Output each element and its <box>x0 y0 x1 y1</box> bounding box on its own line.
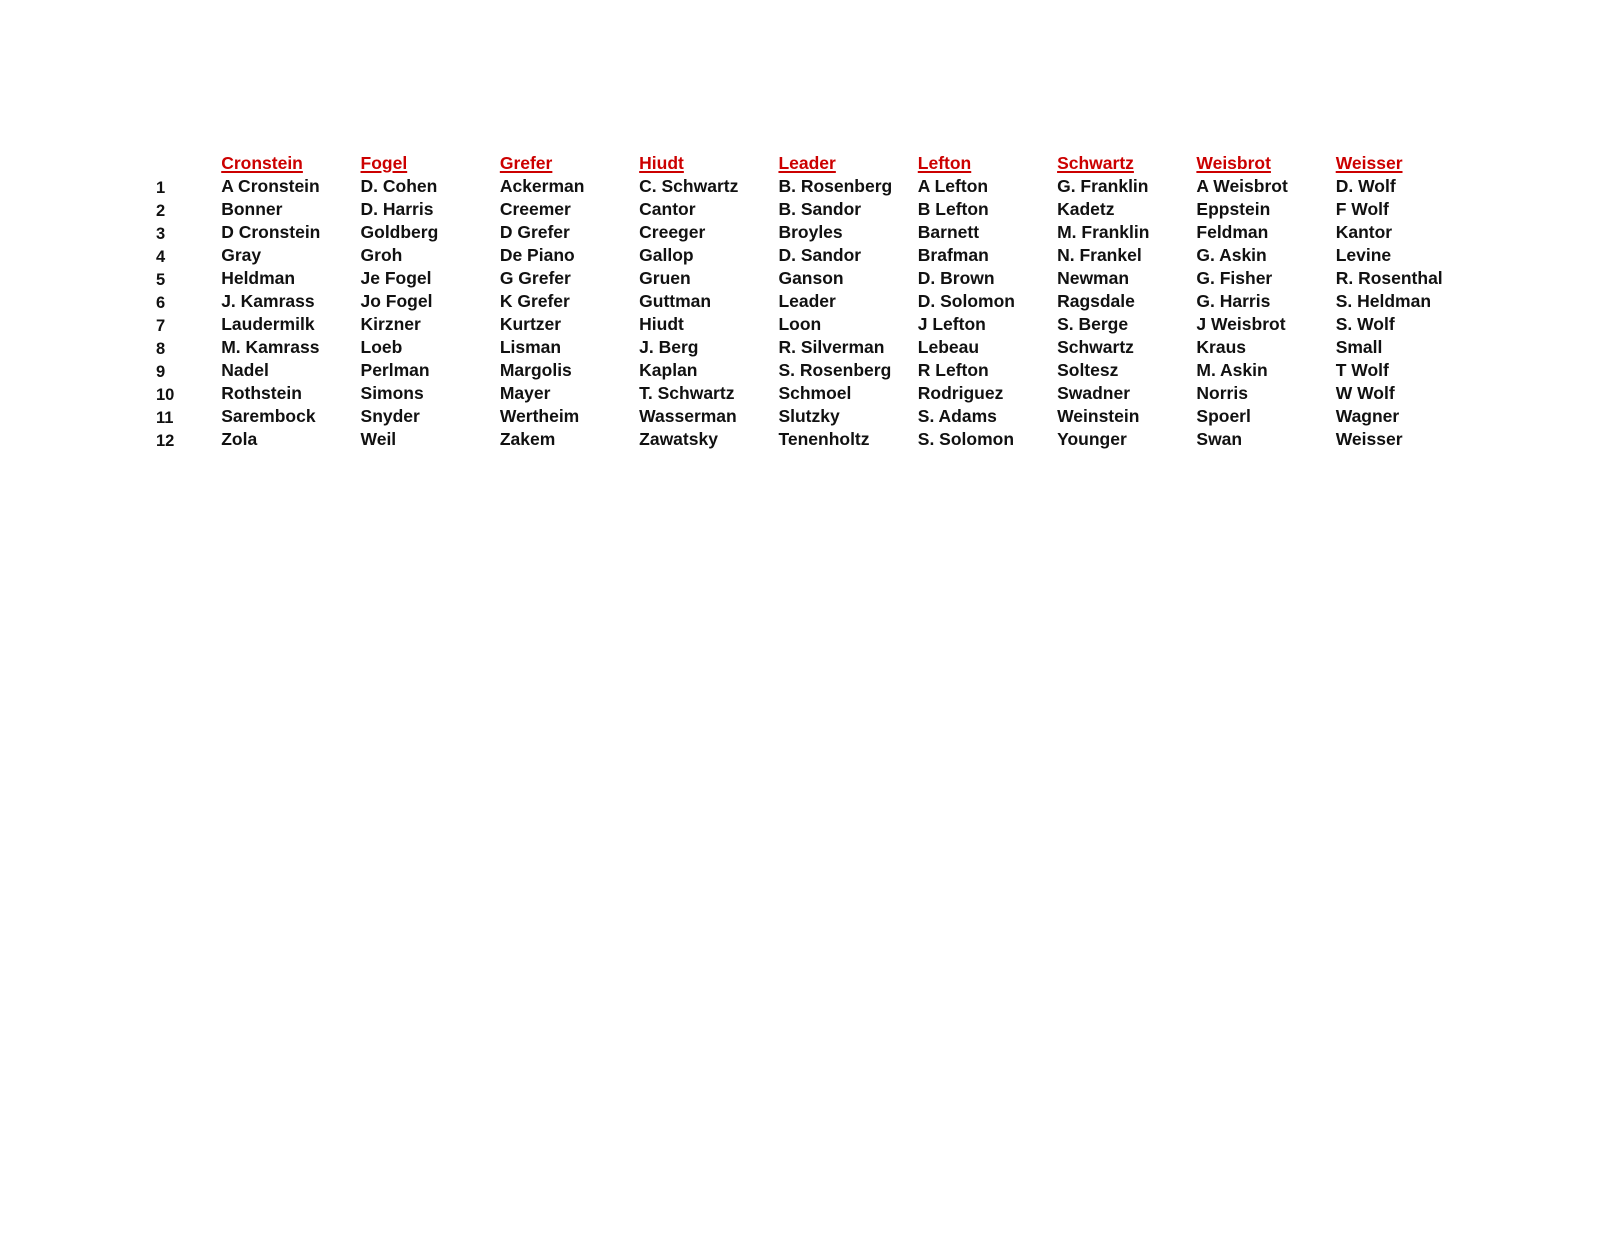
name-cell: Kirzner <box>360 314 421 334</box>
table-row <box>145 244 1475 267</box>
name-cell: J Lefton <box>917 314 986 334</box>
name-cell: J. Berg <box>639 337 699 357</box>
name-cell: B. Sandor <box>778 199 862 219</box>
name-cell: A Lefton <box>917 176 989 196</box>
name-cell: M. Kamrass <box>221 337 320 357</box>
name-cell: S. Berge <box>1057 314 1129 334</box>
name-cell: Eppstein <box>1196 199 1271 219</box>
column-header: Grefer <box>499 153 553 173</box>
name-cell: D. Wolf <box>1335 176 1396 196</box>
name-cell: Lebeau <box>917 337 980 357</box>
name-cell: Laudermilk <box>221 314 315 334</box>
name-cell: G. Askin <box>1196 245 1267 265</box>
name-cell: Gruen <box>639 268 691 288</box>
name-cell: Ganson <box>778 268 844 288</box>
name-cell: Goldberg <box>360 222 439 242</box>
name-cell: Creeger <box>639 222 706 242</box>
name-cell: D Cronstein <box>221 222 321 242</box>
name-cell: Heldman <box>221 268 296 288</box>
name-cell: Schwartz <box>1057 337 1134 357</box>
column-header: Weisbrot <box>1196 153 1271 173</box>
name-cell: Simons <box>360 383 424 403</box>
row-number: 7 <box>156 317 166 335</box>
row-number: 12 <box>156 432 175 450</box>
row-number: 2 <box>156 202 166 220</box>
name-cell: Gallop <box>639 245 694 265</box>
name-cell: Swadner <box>1057 383 1131 403</box>
table-row <box>145 359 1475 382</box>
table-row <box>145 405 1475 428</box>
table-row <box>145 382 1475 405</box>
row-number: 5 <box>156 271 166 289</box>
name-cell: C. Schwartz <box>639 176 739 196</box>
name-cell: Bonner <box>221 199 283 219</box>
name-cell: Kadetz <box>1057 199 1115 219</box>
column-header: Hiudt <box>639 153 684 173</box>
row-number: 1 <box>156 179 166 197</box>
name-cell: S. Rosenberg <box>778 360 892 380</box>
name-cell: B. Rosenberg <box>778 176 893 196</box>
name-cell: S. Heldman <box>1335 291 1432 311</box>
header-row <box>145 152 1475 175</box>
name-cell: Ackerman <box>499 176 585 196</box>
name-cell: G. Franklin <box>1057 176 1149 196</box>
name-cell: Margolis <box>499 360 572 380</box>
name-cell: Barnett <box>917 222 980 242</box>
name-cell: T Wolf <box>1335 360 1389 380</box>
name-cell: Weil <box>360 429 397 449</box>
name-cell: D. Sandor <box>778 245 862 265</box>
column-header: Fogel <box>360 153 408 173</box>
name-cell: Loon <box>778 314 822 334</box>
name-cell: Schmoel <box>778 383 852 403</box>
table-row <box>145 336 1475 359</box>
name-cell: Kurtzer <box>499 314 562 334</box>
name-cell: Creemer <box>499 199 571 219</box>
name-cell: Wertheim <box>499 406 580 426</box>
name-cell: Norris <box>1196 383 1248 403</box>
name-cell: N. Frankel <box>1057 245 1142 265</box>
row-number: 10 <box>156 386 175 404</box>
row-number: 8 <box>156 340 166 358</box>
row-number: 11 <box>156 409 174 427</box>
name-cell: Zola <box>221 429 258 449</box>
name-cell: D. Brown <box>917 268 995 288</box>
table-row <box>145 175 1475 198</box>
name-cell: Loeb <box>360 337 403 357</box>
name-cell: Mayer <box>499 383 551 403</box>
name-cell: Tenenholtz <box>778 429 870 449</box>
name-cell: J. Kamrass <box>221 291 315 311</box>
name-cell: S. Wolf <box>1335 314 1395 334</box>
name-cell: Jo Fogel <box>360 291 433 311</box>
table-row <box>145 267 1475 290</box>
row-number: 3 <box>156 225 166 243</box>
table-row <box>145 313 1475 336</box>
name-cell: W Wolf <box>1335 383 1395 403</box>
name-cell: R. Silverman <box>778 337 885 357</box>
name-cell: A Weisbrot <box>1196 176 1288 196</box>
name-cell: Wasserman <box>639 406 737 426</box>
roster-table <box>145 152 1475 451</box>
name-cell: D Grefer <box>499 222 570 242</box>
name-cell: Zakem <box>499 429 556 449</box>
name-cell: R. Rosenthal <box>1335 268 1443 288</box>
name-cell: Small <box>1335 337 1383 357</box>
name-cell: J Weisbrot <box>1196 314 1286 334</box>
name-cell: R Lefton <box>917 360 989 380</box>
column-header: Cronstein <box>221 153 303 173</box>
table-row <box>145 221 1475 244</box>
name-cell: G Grefer <box>499 268 571 288</box>
name-cell: B Lefton <box>917 199 989 219</box>
name-cell: Groh <box>360 245 403 265</box>
name-cell: Levine <box>1335 245 1392 265</box>
name-cell: M. Askin <box>1196 360 1268 380</box>
name-cell: Je Fogel <box>360 268 432 288</box>
row-number: 4 <box>156 248 166 266</box>
table-row <box>145 290 1475 313</box>
name-cell: Sarembock <box>221 406 316 426</box>
name-cell: D. Cohen <box>360 176 438 196</box>
name-cell: Newman <box>1057 268 1130 288</box>
name-cell: Spoerl <box>1196 406 1251 426</box>
name-cell: A Cronstein <box>221 176 320 196</box>
name-cell: Brafman <box>917 245 989 265</box>
name-cell: F Wolf <box>1335 199 1389 219</box>
name-cell: T. Schwartz <box>639 383 735 403</box>
name-cell: D. Solomon <box>917 291 1015 311</box>
name-cell: Cantor <box>639 199 696 219</box>
name-cell: Kraus <box>1196 337 1246 357</box>
name-cell: Ragsdale <box>1057 291 1135 311</box>
name-cell: K Grefer <box>499 291 570 311</box>
table-row <box>145 428 1475 451</box>
name-cell: S. Solomon <box>917 429 1015 449</box>
name-cell: Younger <box>1057 429 1127 449</box>
column-header: Lefton <box>917 153 972 173</box>
name-cell: Zawatsky <box>639 429 718 449</box>
name-cell: Kantor <box>1335 222 1393 242</box>
name-cell: G. Fisher <box>1196 268 1273 288</box>
name-cell: Soltesz <box>1057 360 1119 380</box>
row-number: 6 <box>156 294 166 312</box>
name-cell: D. Harris <box>360 199 434 219</box>
name-cell: Weisser <box>1335 429 1403 449</box>
name-cell: Snyder <box>360 406 420 426</box>
name-cell: M. Franklin <box>1057 222 1150 242</box>
name-cell: Guttman <box>639 291 712 311</box>
name-cell: Rodriguez <box>917 383 1004 403</box>
name-cell: Rothstein <box>221 383 302 403</box>
name-cell: S. Adams <box>917 406 997 426</box>
header-corner <box>145 152 221 175</box>
name-cell: Leader <box>778 291 836 311</box>
row-number: 9 <box>156 363 166 381</box>
name-cell: Lisman <box>499 337 562 357</box>
name-cell: Weinstein <box>1057 406 1140 426</box>
name-cell: Perlman <box>360 360 430 380</box>
name-cell: G. Harris <box>1196 291 1271 311</box>
name-cell: Broyles <box>778 222 843 242</box>
table-row <box>145 198 1475 221</box>
name-cell: Hiudt <box>639 314 684 334</box>
column-header: Leader <box>778 153 836 173</box>
column-header: Weisser <box>1335 153 1403 173</box>
name-cell: Kaplan <box>639 360 698 380</box>
name-cell: Swan <box>1196 429 1243 449</box>
name-cell: Nadel <box>221 360 269 380</box>
name-cell: Slutzky <box>778 406 840 426</box>
column-header: Schwartz <box>1057 153 1134 173</box>
name-cell: Gray <box>221 245 262 265</box>
name-cell: Wagner <box>1335 406 1400 426</box>
name-cell: De Piano <box>499 245 575 265</box>
name-cell: Feldman <box>1196 222 1269 242</box>
